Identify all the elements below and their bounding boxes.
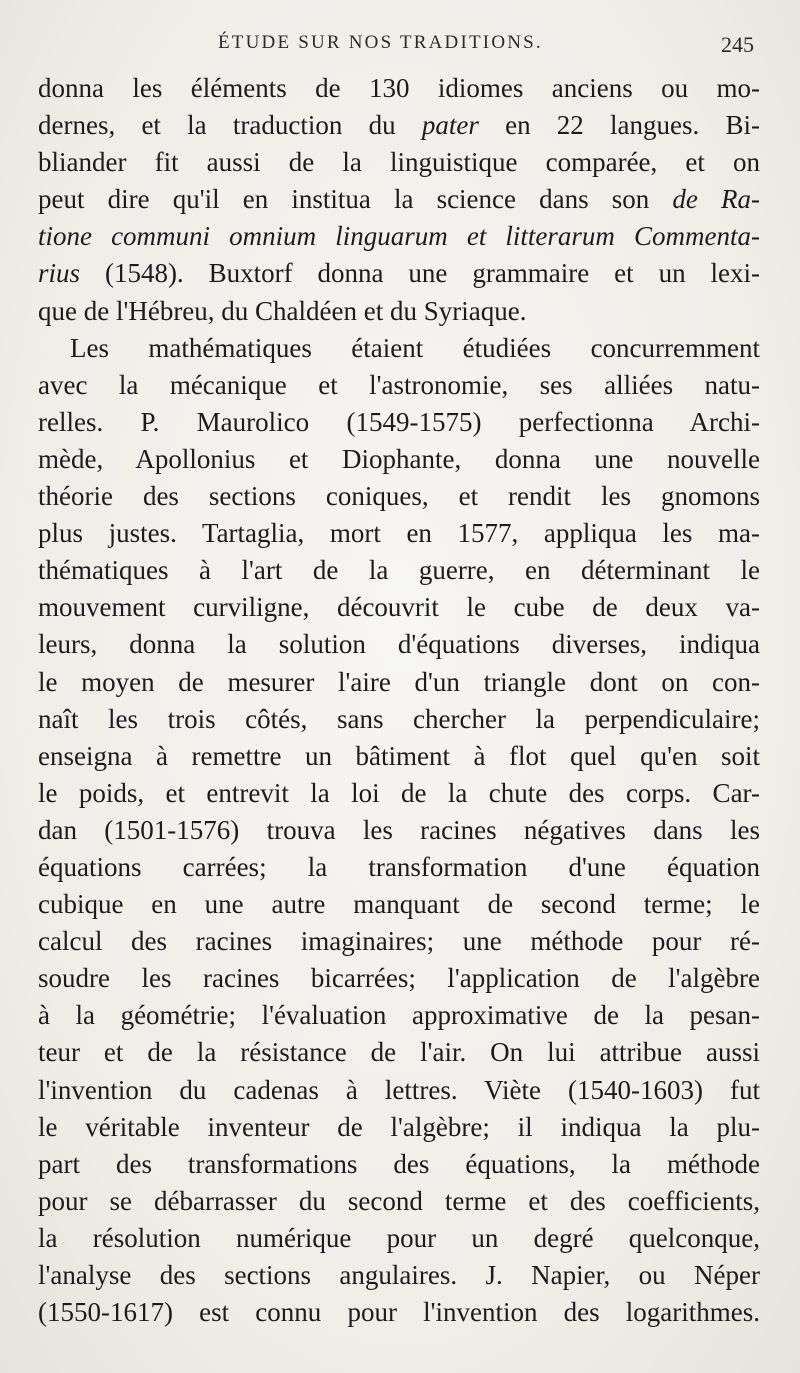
running-title: ÉTUDE SUR NOS TRADITIONS. bbox=[218, 32, 543, 53]
text-line: bliander fit aussi de la linguistique comparée, et on bbox=[38, 147, 760, 178]
text-line: peut dire qu'il en institua la science dans son de Ra- bbox=[38, 184, 761, 215]
text-line: calcul des racines imaginaires; une méthode pour ré- bbox=[38, 926, 760, 957]
text-line: que de l'Hébreu, du Chaldéen et du Syriaque. bbox=[38, 295, 527, 326]
text-line: plus justes. Tartaglia, mort en 1577, appliqua les ma- bbox=[38, 518, 760, 549]
text-line: à la géométrie; l'évaluation approximative de la pesan- bbox=[38, 1000, 760, 1031]
text-line: (1550-1617) est connu pour l'invention des logarithmes. bbox=[38, 1297, 760, 1328]
text-line: relles. P. Maurolico (1549-1575) perfectionna Archi- bbox=[38, 406, 760, 437]
text-line: avec la mécanique et l'astronomie, ses alliées natu- bbox=[38, 369, 760, 400]
text-line: enseigna à remettre un bâtiment à flot quel qu'en soit bbox=[38, 740, 760, 771]
text-line: la résolution numérique pour un degré quelconque, bbox=[38, 1222, 760, 1253]
text-line: soudre les racines bicarrées; l'application de l'algèbre bbox=[38, 963, 760, 994]
text-line: leurs, donna la solution d'équations diverses, indiqua bbox=[38, 629, 760, 660]
text-line: dernes, et la traduction du pater en 22 langues. Bi- bbox=[38, 110, 761, 141]
text-line bbox=[38, 218, 760, 255]
text-line: donna les éléments de 130 idiomes anciens ou mo- bbox=[38, 73, 760, 103]
body-text bbox=[38, 70, 760, 1331]
text-line: cubique en une autre manquant de second terme; le bbox=[38, 889, 760, 920]
text-line: naît les trois côtés, sans chercher la perpendiculaire; bbox=[38, 703, 760, 734]
text-line: l'invention du cadenas à lettres. Viète (1540-1603) fut bbox=[38, 1074, 760, 1105]
text-line: dan (1501-1576) trouva les racines négatives dans les bbox=[38, 814, 760, 845]
page-number: 245 bbox=[721, 32, 754, 57]
text-line: teur et de la résistance de l'air. On lui attribue aussi bbox=[38, 1037, 760, 1068]
text-line: mède, Apollonius et Diophante, donna une nouvelle bbox=[38, 443, 760, 474]
italic-word: pater bbox=[421, 110, 479, 141]
text-line: thématiques à l'art de la guerre, en déterminant le bbox=[38, 555, 760, 586]
text-line: rius (1548). Buxtorf donna une grammaire et un lexi- bbox=[38, 258, 760, 289]
text-line: mouvement curviligne, découvrit le cube de deux va- bbox=[38, 592, 760, 623]
text-line: Les mathématiques étaient étudiées concurremment bbox=[70, 332, 760, 363]
running-head bbox=[0, 32, 800, 62]
italic-title: rius bbox=[38, 258, 81, 289]
italic-title: de Ra- bbox=[672, 184, 761, 215]
text-line: équations carrées; la transformation d'une équation bbox=[38, 851, 760, 882]
text-line: le moyen de mesurer l'aire d'un triangle dont on con- bbox=[38, 666, 760, 697]
text-line: pour se débarrasser du second terme et des coefficients, bbox=[38, 1185, 760, 1216]
text-line: le poids, et entrevit la loi de la chute des corps. Car- bbox=[38, 777, 760, 808]
text-line: l'analyse des sections angulaires. J. Napier, ou Néper bbox=[38, 1260, 760, 1290]
text-line: théorie des sections coniques, et rendit les gnomons bbox=[38, 481, 760, 512]
italic-title: tione communi omnium linguarum et litterarum Commenta- bbox=[38, 221, 760, 252]
text-line: le véritable inventeur de l'algèbre; il indiqua la plu- bbox=[38, 1111, 760, 1142]
text-line: part des transformations des équations, la méthode bbox=[38, 1148, 760, 1179]
